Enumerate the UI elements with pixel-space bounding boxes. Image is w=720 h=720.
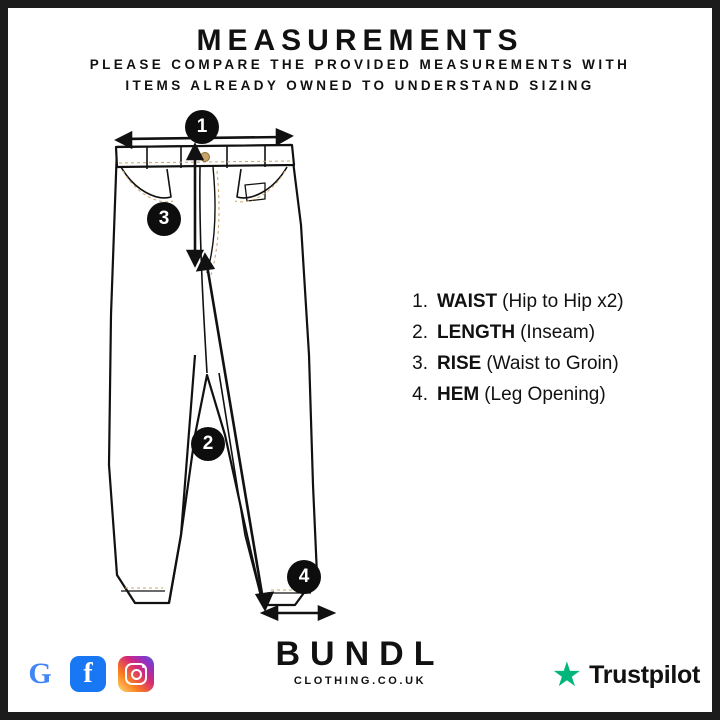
brand-name: BUNDL bbox=[275, 635, 445, 673]
subtitle-line-2: ITEMS ALREADY OWNED TO UNDERSTAND SIZING bbox=[125, 78, 595, 93]
measurement-legend bbox=[400, 286, 690, 410]
trustpilot-star-icon: ★ bbox=[551, 656, 583, 694]
marker-1-waist: 1 bbox=[185, 110, 219, 144]
page-title: MEASUREMENTS bbox=[196, 24, 524, 57]
legend-term: HEM bbox=[437, 384, 480, 405]
google-icon[interactable]: G bbox=[22, 656, 58, 692]
facebook-icon[interactable]: f bbox=[70, 656, 106, 692]
legend-item-waist bbox=[400, 286, 690, 317]
social-links bbox=[22, 656, 154, 692]
jeans-illustration bbox=[95, 105, 385, 635]
marker-3-rise: 3 bbox=[147, 202, 181, 236]
legend-description: (Waist to Groin) bbox=[486, 353, 619, 374]
legend-number: 1. bbox=[412, 291, 428, 312]
trustpilot-badge[interactable] bbox=[551, 656, 700, 694]
legend-description: (Hip to Hip x2) bbox=[502, 291, 624, 312]
legend-description: (Inseam) bbox=[520, 322, 596, 343]
legend-number: 4. bbox=[412, 384, 428, 405]
instagram-lens bbox=[131, 669, 142, 680]
page-subtitle bbox=[0, 54, 720, 96]
jeans-diagram bbox=[95, 105, 385, 635]
trustpilot-label: Trustpilot bbox=[589, 660, 700, 689]
brand-domain: CLOTHING.CO.UK bbox=[293, 675, 427, 687]
marker-4-hem: 4 bbox=[287, 560, 321, 594]
legend-term: WAIST bbox=[437, 291, 498, 312]
legend-term: LENGTH bbox=[437, 322, 516, 343]
legend-description: (Leg Opening) bbox=[484, 384, 606, 405]
marker-2-length: 2 bbox=[191, 427, 225, 461]
instagram-icon[interactable] bbox=[118, 656, 154, 692]
legend-term: RISE bbox=[437, 353, 482, 374]
legend-item-rise bbox=[400, 348, 690, 379]
legend-number: 3. bbox=[412, 353, 428, 374]
subtitle-line-1: PLEASE COMPARE THE PROVIDED MEASUREMENTS WITH bbox=[89, 57, 631, 72]
legend-item-length bbox=[400, 317, 690, 348]
legend-number: 2. bbox=[412, 322, 428, 343]
legend-item-hem bbox=[400, 379, 690, 410]
